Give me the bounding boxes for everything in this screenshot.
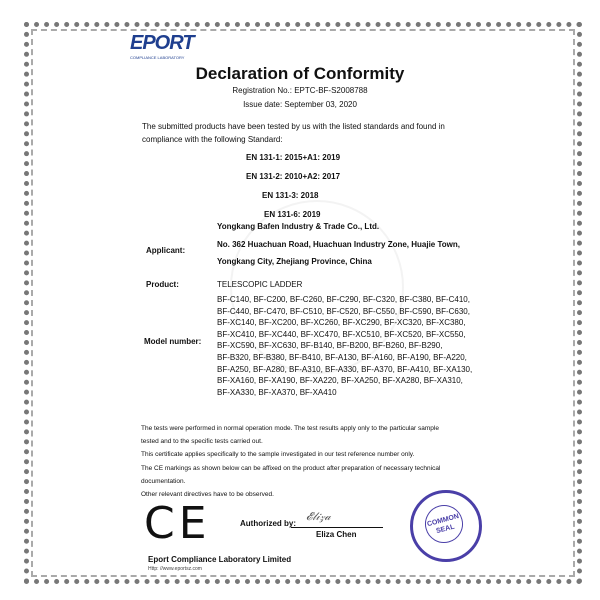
footer-company: Eport Compliance Laboratory Limited [148,555,292,564]
note-line: This certificate applies specifically to the sample investigated in our test reference number only. [141,451,415,459]
intro-line: The submitted products have been tested by us with the listed standards and found in [142,122,445,131]
model-number-label: Model number: [144,337,202,346]
model-line: BF-C140, BF-C200, BF-C260, BF-C290, BF-C320, BF-C380, BF-C410, [217,295,470,304]
product-label: Product: [146,280,179,289]
model-line: BF-B320, BF-B380, BF-B410, BF-A130, BF-A160, BF-A190, BF-A220, [217,352,467,362]
authorized-label: Authorized by: [240,519,296,528]
applicant-line: Yongkang City, Zhejiang Province, China [217,257,372,266]
signature: 𝓔𝓁𝒾𝓏𝒶 [306,510,331,523]
model-line: BF-C440, BF-C470, BF-C510, BF-C520, BF-C550, BF-C590, BF-C630, [217,306,470,316]
page-title: Declaration of Conformity [195,64,405,83]
product-value: TELESCOPIC LADDER [217,280,303,289]
applicant-label: Applicant: [146,246,186,255]
standard: EN 131-3: 2018 [262,191,319,200]
model-line: BF-XC410, BF-XC440, BF-XC470, BF-XC510, BF-XC520, BF-XC550, [217,329,466,339]
intro-line: compliance with the following Standard: [142,135,283,144]
seal-center: COMMON SEAL [421,501,468,548]
common-seal [410,490,482,562]
registration-number: Registration No.: EPTC-BF-S2008788 [232,86,368,95]
issue-date: Issue date: September 03, 2020 [243,100,357,109]
footer-url[interactable]: Http: //www.eportsz.com [148,566,202,572]
model-line: BF-A250, BF-A280, BF-A310, BF-A330, BF-A370, BF-A410, BF-XA130, [217,364,473,374]
note-line: tested and to the specific tests carried out. [141,438,263,446]
model-line: BF-XA160, BF-XA190, BF-XA220, BF-XA250, BF-XA280, BF-XA310, [217,376,463,386]
eport-logo: EPORT COMPLIANCE LABORATORY [130,32,194,60]
standard: EN 131-2: 2010+A2: 2017 [246,172,341,181]
note-line: The tests were performed in normal operation mode. The test results apply only to the particular sample [141,425,439,432]
ce-mark: CE [144,498,211,549]
applicant-line: No. 362 Huachuan Road, Huachuan Industry Zone, Huajie Town, [217,240,460,249]
note-line: documentation. [141,477,186,485]
model-line: BF-XA330, BF-XA370, BF-XA410 [217,387,337,397]
signatory-name: Eliza Chen [316,530,357,539]
signature-line [291,527,383,528]
standard: EN 131-6: 2019 [264,210,321,219]
notes [141,422,440,501]
model-line: BF-XC590, BF-XC630, BF-B140, BF-B200, BF-B260, BF-B290, [217,341,443,351]
note-line: The CE markings as shown below can be affixed on the product after preparation of necessary technical [141,464,441,472]
model-list [217,294,472,398]
model-line: BF-XC140, BF-XC200, BF-XC260, BF-XC290, BF-XC320, BF-XC380, [217,318,466,328]
standard: EN 131-1: 2015+A1: 2019 [246,153,341,162]
note-line: Other relevant directives have to be observed. [141,491,274,499]
applicant-line: Yongkang Bafen Industry & Trade Co., Ltd. [217,222,380,231]
